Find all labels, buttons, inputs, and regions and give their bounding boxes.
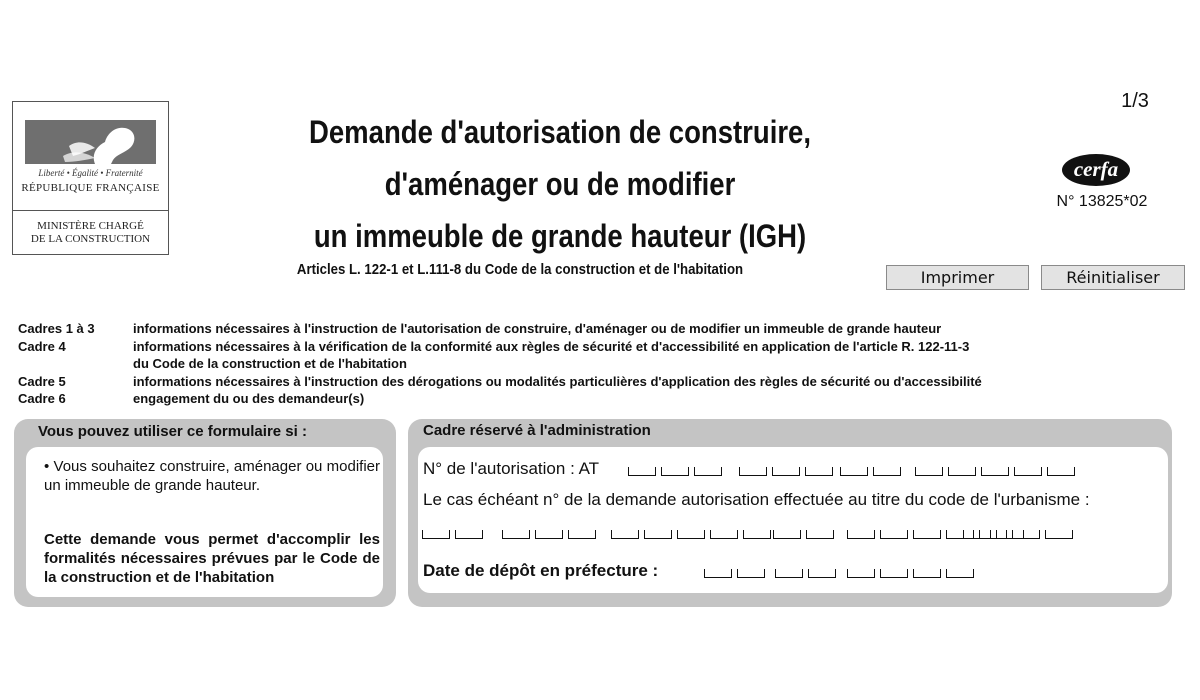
cadre-description: informations nécessaires à la vérification de la conformité aux règles de sécurité et d'accessibilité en application de l'article R. 122-11-3 du Code de la construction et de l'habitation xyxy=(133,338,970,371)
digit-box[interactable] xyxy=(808,569,836,578)
digit-box[interactable] xyxy=(704,569,732,578)
digit-box[interactable] xyxy=(772,467,800,476)
cadres-list xyxy=(18,320,1188,408)
digit-box[interactable] xyxy=(710,530,738,539)
digit-box[interactable] xyxy=(963,530,991,539)
digit-box[interactable] xyxy=(611,530,639,539)
cadre-row xyxy=(18,373,1188,391)
cadre-row xyxy=(18,338,1188,373)
usage-panel xyxy=(14,419,396,607)
autorisation-label: N° de l'autorisation : AT xyxy=(423,459,600,478)
digit-box[interactable] xyxy=(847,569,875,578)
digit-box[interactable] xyxy=(847,530,875,539)
digit-box[interactable] xyxy=(880,569,908,578)
marianne-emblem xyxy=(25,120,156,164)
title-line: d'aménager ou de modifier xyxy=(384,166,736,202)
usage-note: Cette demande vous permet d'accomplir les formalités nécessaires prévues par le Code de la construction et de l'habitation xyxy=(44,531,380,586)
reset-button[interactable]: Réinitialiser xyxy=(1041,265,1185,290)
ministry-name: MINISTÈRE CHARGÉ DE LA CONSTRUCTION xyxy=(30,220,151,245)
digit-box[interactable] xyxy=(880,530,908,539)
title-line: Demande d'autorisation de construire, xyxy=(309,114,811,150)
admin-panel xyxy=(408,419,1172,607)
usage-panel-body xyxy=(26,447,383,597)
cadre-label: Cadre 6 xyxy=(18,391,66,406)
digit-box[interactable] xyxy=(455,530,483,539)
cadre-description: engagement du ou des demandeur(s) xyxy=(133,391,365,406)
admin-panel-body xyxy=(418,447,1168,593)
page-number: 1/3 xyxy=(1121,90,1149,112)
digit-box[interactable] xyxy=(948,467,976,476)
logo-divider xyxy=(13,210,168,211)
marianne-logo xyxy=(12,101,169,255)
digit-box[interactable] xyxy=(694,467,722,476)
print-button[interactable]: Imprimer xyxy=(886,265,1029,290)
digit-box[interactable] xyxy=(737,569,765,578)
digit-box[interactable] xyxy=(535,530,563,539)
usage-panel-title: Vous pouvez utiliser ce formulaire si : xyxy=(38,423,307,440)
cerfa-number: N° 13825*02 xyxy=(1056,193,1148,210)
digit-box[interactable] xyxy=(739,467,767,476)
digit-box[interactable] xyxy=(1014,467,1042,476)
digit-box[interactable] xyxy=(981,467,1009,476)
cadre-label: Cadre 4 xyxy=(18,338,66,354)
cerfa-logo: cerfa xyxy=(1062,154,1130,186)
digit-box[interactable] xyxy=(568,530,596,539)
digit-box[interactable] xyxy=(1047,467,1075,476)
cadre-description: informations nécessaires à l'instruction de l'autorisation de construire, d'aménager ou de modifier un immeuble de grande hauteur xyxy=(133,321,942,336)
digit-box[interactable] xyxy=(805,467,833,476)
cadre-label: Cadres 1 à 3 xyxy=(18,321,95,336)
digit-box[interactable] xyxy=(502,530,530,539)
digit-box[interactable] xyxy=(775,569,803,578)
usage-bullet: • Vous souhaitez construire, aménager ou modifier un immeuble de grande hauteur. xyxy=(44,458,380,494)
form-title xyxy=(268,106,853,262)
digit-box[interactable] xyxy=(644,530,672,539)
digit-box[interactable] xyxy=(1045,530,1073,539)
digit-box[interactable] xyxy=(628,467,656,476)
cadre-description: informations nécessaires à l'instruction des dérogations ou modalités particulières d'application des règles de sécurité ou d'accessibilité xyxy=(133,373,982,389)
digit-box[interactable] xyxy=(946,569,974,578)
digit-box[interactable] xyxy=(806,530,834,539)
legal-articles: Articles L. 122-1 et L.111-8 du Code de la construction et de l'habitation xyxy=(296,261,744,278)
digit-box[interactable] xyxy=(913,530,941,539)
digit-box[interactable] xyxy=(840,467,868,476)
digit-box[interactable] xyxy=(743,530,771,539)
republic-motto: Liberté • Égalité • Fraternité xyxy=(38,168,143,178)
digit-box[interactable] xyxy=(677,530,705,539)
digit-box[interactable] xyxy=(996,530,1024,539)
digit-box[interactable] xyxy=(773,530,801,539)
digit-box[interactable] xyxy=(661,467,689,476)
digit-box[interactable] xyxy=(873,467,901,476)
urbanisme-label: Le cas échéant n° de la demande autorisation effectuée au titre du code de l'urbanisme : xyxy=(423,490,1090,509)
title-line: un immeuble de grande hauteur (IGH) xyxy=(313,218,807,254)
digit-box[interactable] xyxy=(915,467,943,476)
republic-name: RÉPUBLIQUE FRANÇAISE xyxy=(21,182,160,194)
cadre-row xyxy=(18,390,1188,408)
cadre-row xyxy=(18,320,1188,338)
cadre-label: Cadre 5 xyxy=(18,373,66,389)
digit-box[interactable] xyxy=(422,530,450,539)
depot-date-label: Date de dépôt en préfecture : xyxy=(423,561,659,580)
digit-box[interactable] xyxy=(913,569,941,578)
admin-panel-title: Cadre réservé à l'administration xyxy=(423,422,651,439)
